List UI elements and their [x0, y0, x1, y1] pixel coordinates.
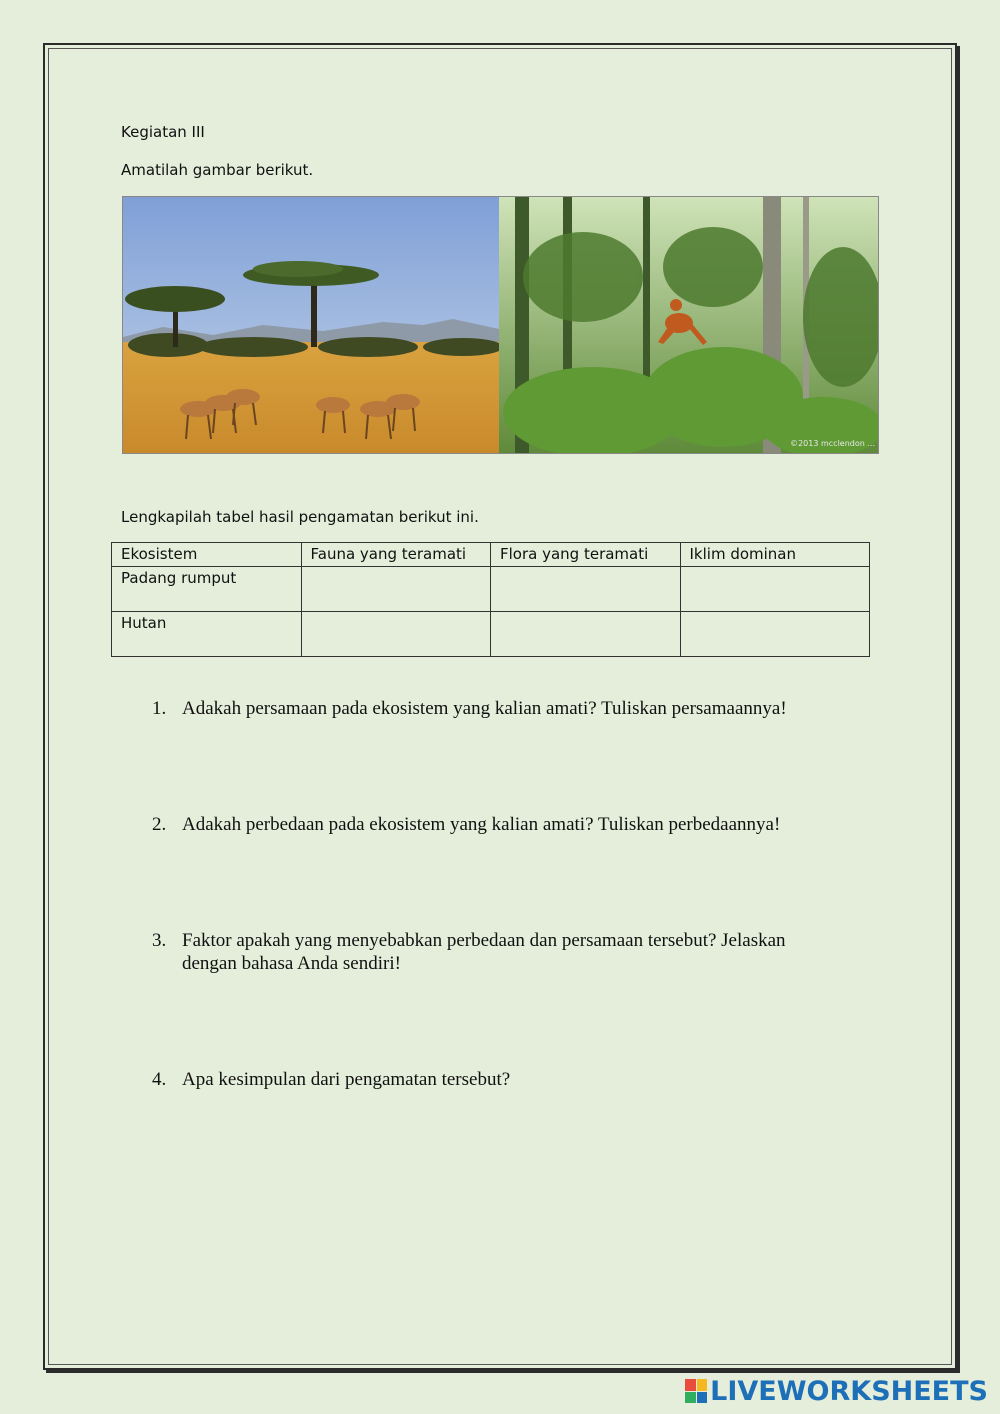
cell-flora-input[interactable] — [491, 612, 681, 657]
question-item — [152, 1068, 832, 1091]
question-item — [152, 813, 832, 836]
cell-fauna-input[interactable] — [301, 612, 491, 657]
table-row — [112, 567, 870, 612]
liveworksheets-brand — [685, 1376, 988, 1406]
photo-panel — [122, 196, 879, 454]
observation-table — [111, 542, 870, 657]
table-header-row — [112, 543, 870, 567]
question-number: 4. — [152, 1069, 167, 1090]
header-flora: Flora yang teramati — [491, 543, 681, 567]
table-row — [112, 612, 870, 657]
savanna-photo — [123, 197, 503, 453]
question-number: 2. — [152, 814, 167, 835]
cell-fauna-input[interactable] — [301, 567, 491, 612]
liveworksheets-logo-icon — [685, 1379, 707, 1403]
cell-iklim-input[interactable] — [680, 612, 870, 657]
instruction-observe: Amatilah gambar berikut. — [121, 161, 314, 179]
question-text: Adakah persamaan pada ekosistem yang kalian amati? Tuliskan persamaannya! — [182, 698, 787, 719]
question-text: Apa kesimpulan dari pengamatan tersebut? — [182, 1069, 511, 1090]
cell-flora-input[interactable] — [491, 567, 681, 612]
question-text: Adakah perbedaan pada ekosistem yang kalian amati? Tuliskan perbedaannya! — [182, 814, 781, 835]
forest-photo — [499, 197, 878, 453]
header-ekosistem: Ekosistem — [112, 543, 302, 567]
header-fauna: Fauna yang teramati — [301, 543, 491, 567]
header-iklim: Iklim dominan — [680, 543, 870, 567]
instruction-table: Lengkapilah tabel hasil pengamatan berikut ini. — [121, 508, 479, 526]
photo-illustrations — [123, 197, 878, 453]
activity-title: Kegiatan III — [121, 123, 205, 141]
question-item — [152, 697, 832, 720]
question-item — [152, 929, 832, 975]
cell-iklim-input[interactable] — [680, 567, 870, 612]
cell-ekosistem: Padang rumput — [112, 567, 302, 612]
brand-name: LIVEWORKSHEETS — [710, 1375, 988, 1407]
cell-ekosistem: Hutan — [112, 612, 302, 657]
question-number: 3. — [152, 930, 167, 951]
photo-watermark: ©2013 mcclendon ... — [790, 439, 875, 448]
question-number: 1. — [152, 698, 167, 719]
question-text: Faktor apakah yang menyebabkan perbedaan dan persamaan tersebut? Jelaskan dengan bahasa Anda sendiri! — [182, 930, 786, 974]
